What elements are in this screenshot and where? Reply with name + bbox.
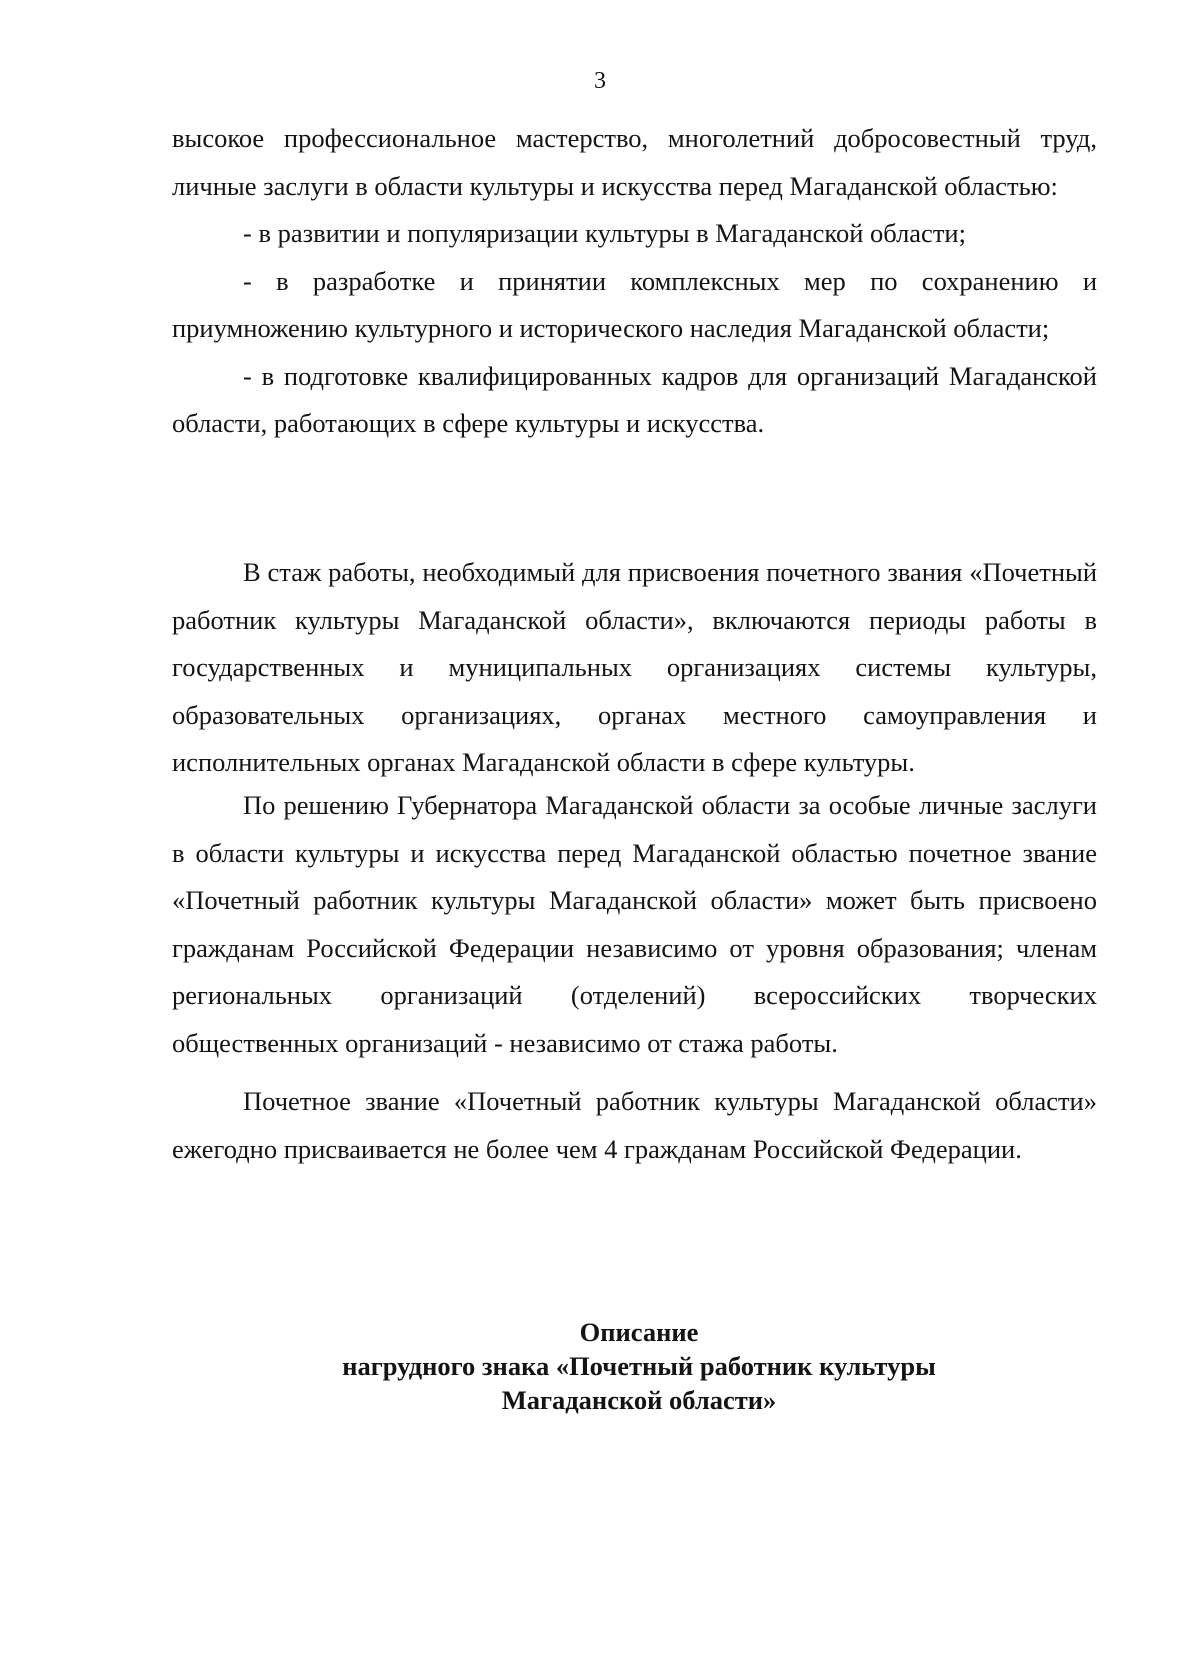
heading-line-1: Описание [579, 1317, 699, 1347]
paragraph-merit-heritage: - в разработке и принятии комплексных мер по сохранению и приумножению культурного и исторического наследия Магаданской области; [172, 265, 1097, 343]
page-number: 3 [594, 68, 606, 94]
paragraph-merit-training: - в подготовке квалифицированных кадров для организаций Магаданской области, работающих в сфере культуры и искусства. [172, 360, 1097, 438]
paragraph-governor-decision: По решению Губернатора Магаданской области за особые личные заслуги в области культуры и искусства перед Магаданской областью почетное звание «Почетный работник культуры Магаданской области» может быть присвоено гражданам Российской Федерации независимо от уровня образования; членам региональных организаций (отделений) всероссийских творческих общественных организаций - независимо от стажа работы. [172, 790, 1097, 1058]
document-block-merits [172, 115, 1097, 448]
paragraph-merit-development: - в развитии и популяризации культуры в Магаданской области; [243, 218, 966, 248]
heading-line-2: нагрудного знака «Почетный работник культуры [342, 1351, 936, 1381]
document-block-annual-limit [172, 1078, 1097, 1173]
paragraph-merits-intro: высокое профессиональное мастерство, многолетний добросовестный труд, личные заслуги в области культуры и искусства перед Магаданской областью: [172, 123, 1097, 201]
section-heading [0, 1315, 1200, 1417]
paragraph-annual-limit: Почетное звание «Почетный работник культуры Магаданской области» ежегодно присваивается не более чем 4 гражданам Российской Федерации. [172, 1086, 1097, 1164]
paragraph-seniority: В стаж работы, необходимый для присвоения почетного звания «Почетный работник культуры Магаданской области», включаются периоды работы в государственных и муниципальных организациях системы культуры, образовательных организациях, органах местного самоуправления и исполнительных органах Магаданской области в сфере культуры. [172, 557, 1097, 777]
document-block-seniority [172, 549, 1097, 787]
document-block-governor-decision [172, 782, 1097, 1067]
heading-line-3: Магаданской области» [501, 1385, 777, 1415]
